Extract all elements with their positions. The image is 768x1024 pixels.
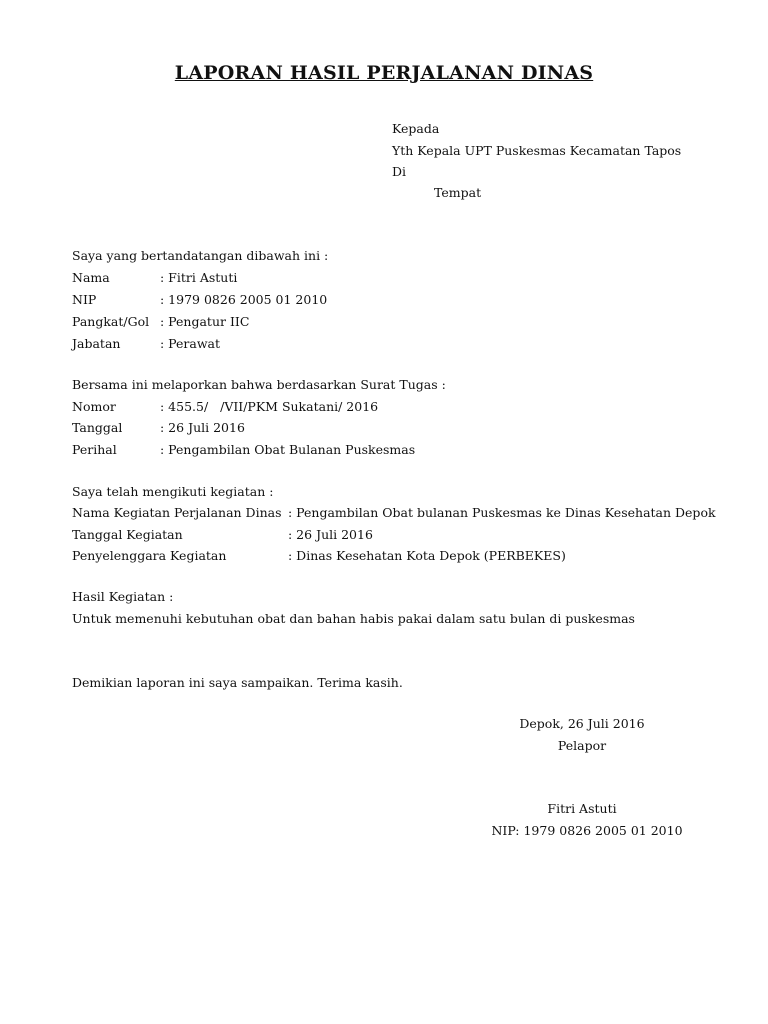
recipient-kepada: Kepada — [392, 121, 440, 136]
signer-label-nama: Nama — [72, 270, 110, 285]
signer-value-pangkat: : Pengatur IIC — [160, 314, 250, 329]
signature-name: Fitri Astuti — [547, 801, 617, 816]
activity-label-nama: Nama Kegiatan Perjalanan Dinas — [72, 505, 282, 520]
assignment-value-nomor: : 455.5/ /VII/PKM Sukatani/ 2016 — [160, 399, 379, 414]
assignment-label-tanggal: Tanggal — [72, 420, 123, 435]
assignment-value-perihal: : Pengambilan Obat Bulanan Puskesmas — [160, 442, 416, 457]
assignment-intro: Bersama ini melaporkan bahwa berdasarkan Surat Tugas : — [72, 377, 446, 392]
assignment-value-tanggal: : 26 Juli 2016 — [160, 420, 245, 435]
signer-value-nama: : Fitri Astuti — [160, 270, 238, 285]
recipient-di: Di — [392, 164, 407, 179]
assignment-label-nomor: Nomor — [72, 399, 116, 414]
closing-statement: Demikian laporan ini saya sampaikan. Terima kasih. — [72, 675, 403, 690]
signer-label-nip: NIP — [72, 292, 97, 307]
signer-value-jabatan: : Perawat — [160, 336, 221, 351]
document-title: LAPORAN HASIL PERJALANAN DINAS — [174, 62, 594, 84]
signer-label-jabatan: Jabatan — [72, 336, 121, 351]
signer-intro: Saya yang bertandatangan dibawah ini : — [72, 248, 329, 263]
activity-value-nama: : Pengambilan Obat bulanan Puskesmas ke Dinas Kesehatan Depok — [288, 505, 716, 520]
signer-label-pangkat: Pangkat/Gol — [72, 314, 150, 329]
recipient-tempat: Tempat — [434, 185, 482, 200]
signer-value-nip: : 1979 0826 2005 01 2010 — [160, 292, 328, 307]
assignment-label-perihal: Perihal — [72, 442, 117, 457]
signature-place-date: Depok, 26 Juli 2016 — [519, 716, 645, 731]
signature-role: Pelapor — [557, 738, 607, 753]
signature-nip: NIP: 1979 0826 2005 01 2010 — [491, 823, 683, 838]
result-text: Untuk memenuhi kebutuhan obat dan bahan habis pakai dalam satu bulan di puskesmas — [72, 611, 635, 626]
recipient-name: Yth Kepala UPT Puskesmas Kecamatan Tapos — [392, 143, 682, 158]
activity-intro: Saya telah mengikuti kegiatan : — [72, 484, 274, 499]
activity-label-tanggal: Tanggal Kegiatan — [72, 527, 183, 542]
activity-label-penyelenggara: Penyelenggara Kegiatan — [72, 548, 227, 563]
activity-value-tanggal: : 26 Juli 2016 — [288, 527, 373, 542]
activity-value-penyelenggara: : Dinas Kesehatan Kota Depok (PERBEKES) — [288, 548, 566, 563]
result-heading: Hasil Kegiatan : — [72, 589, 174, 604]
